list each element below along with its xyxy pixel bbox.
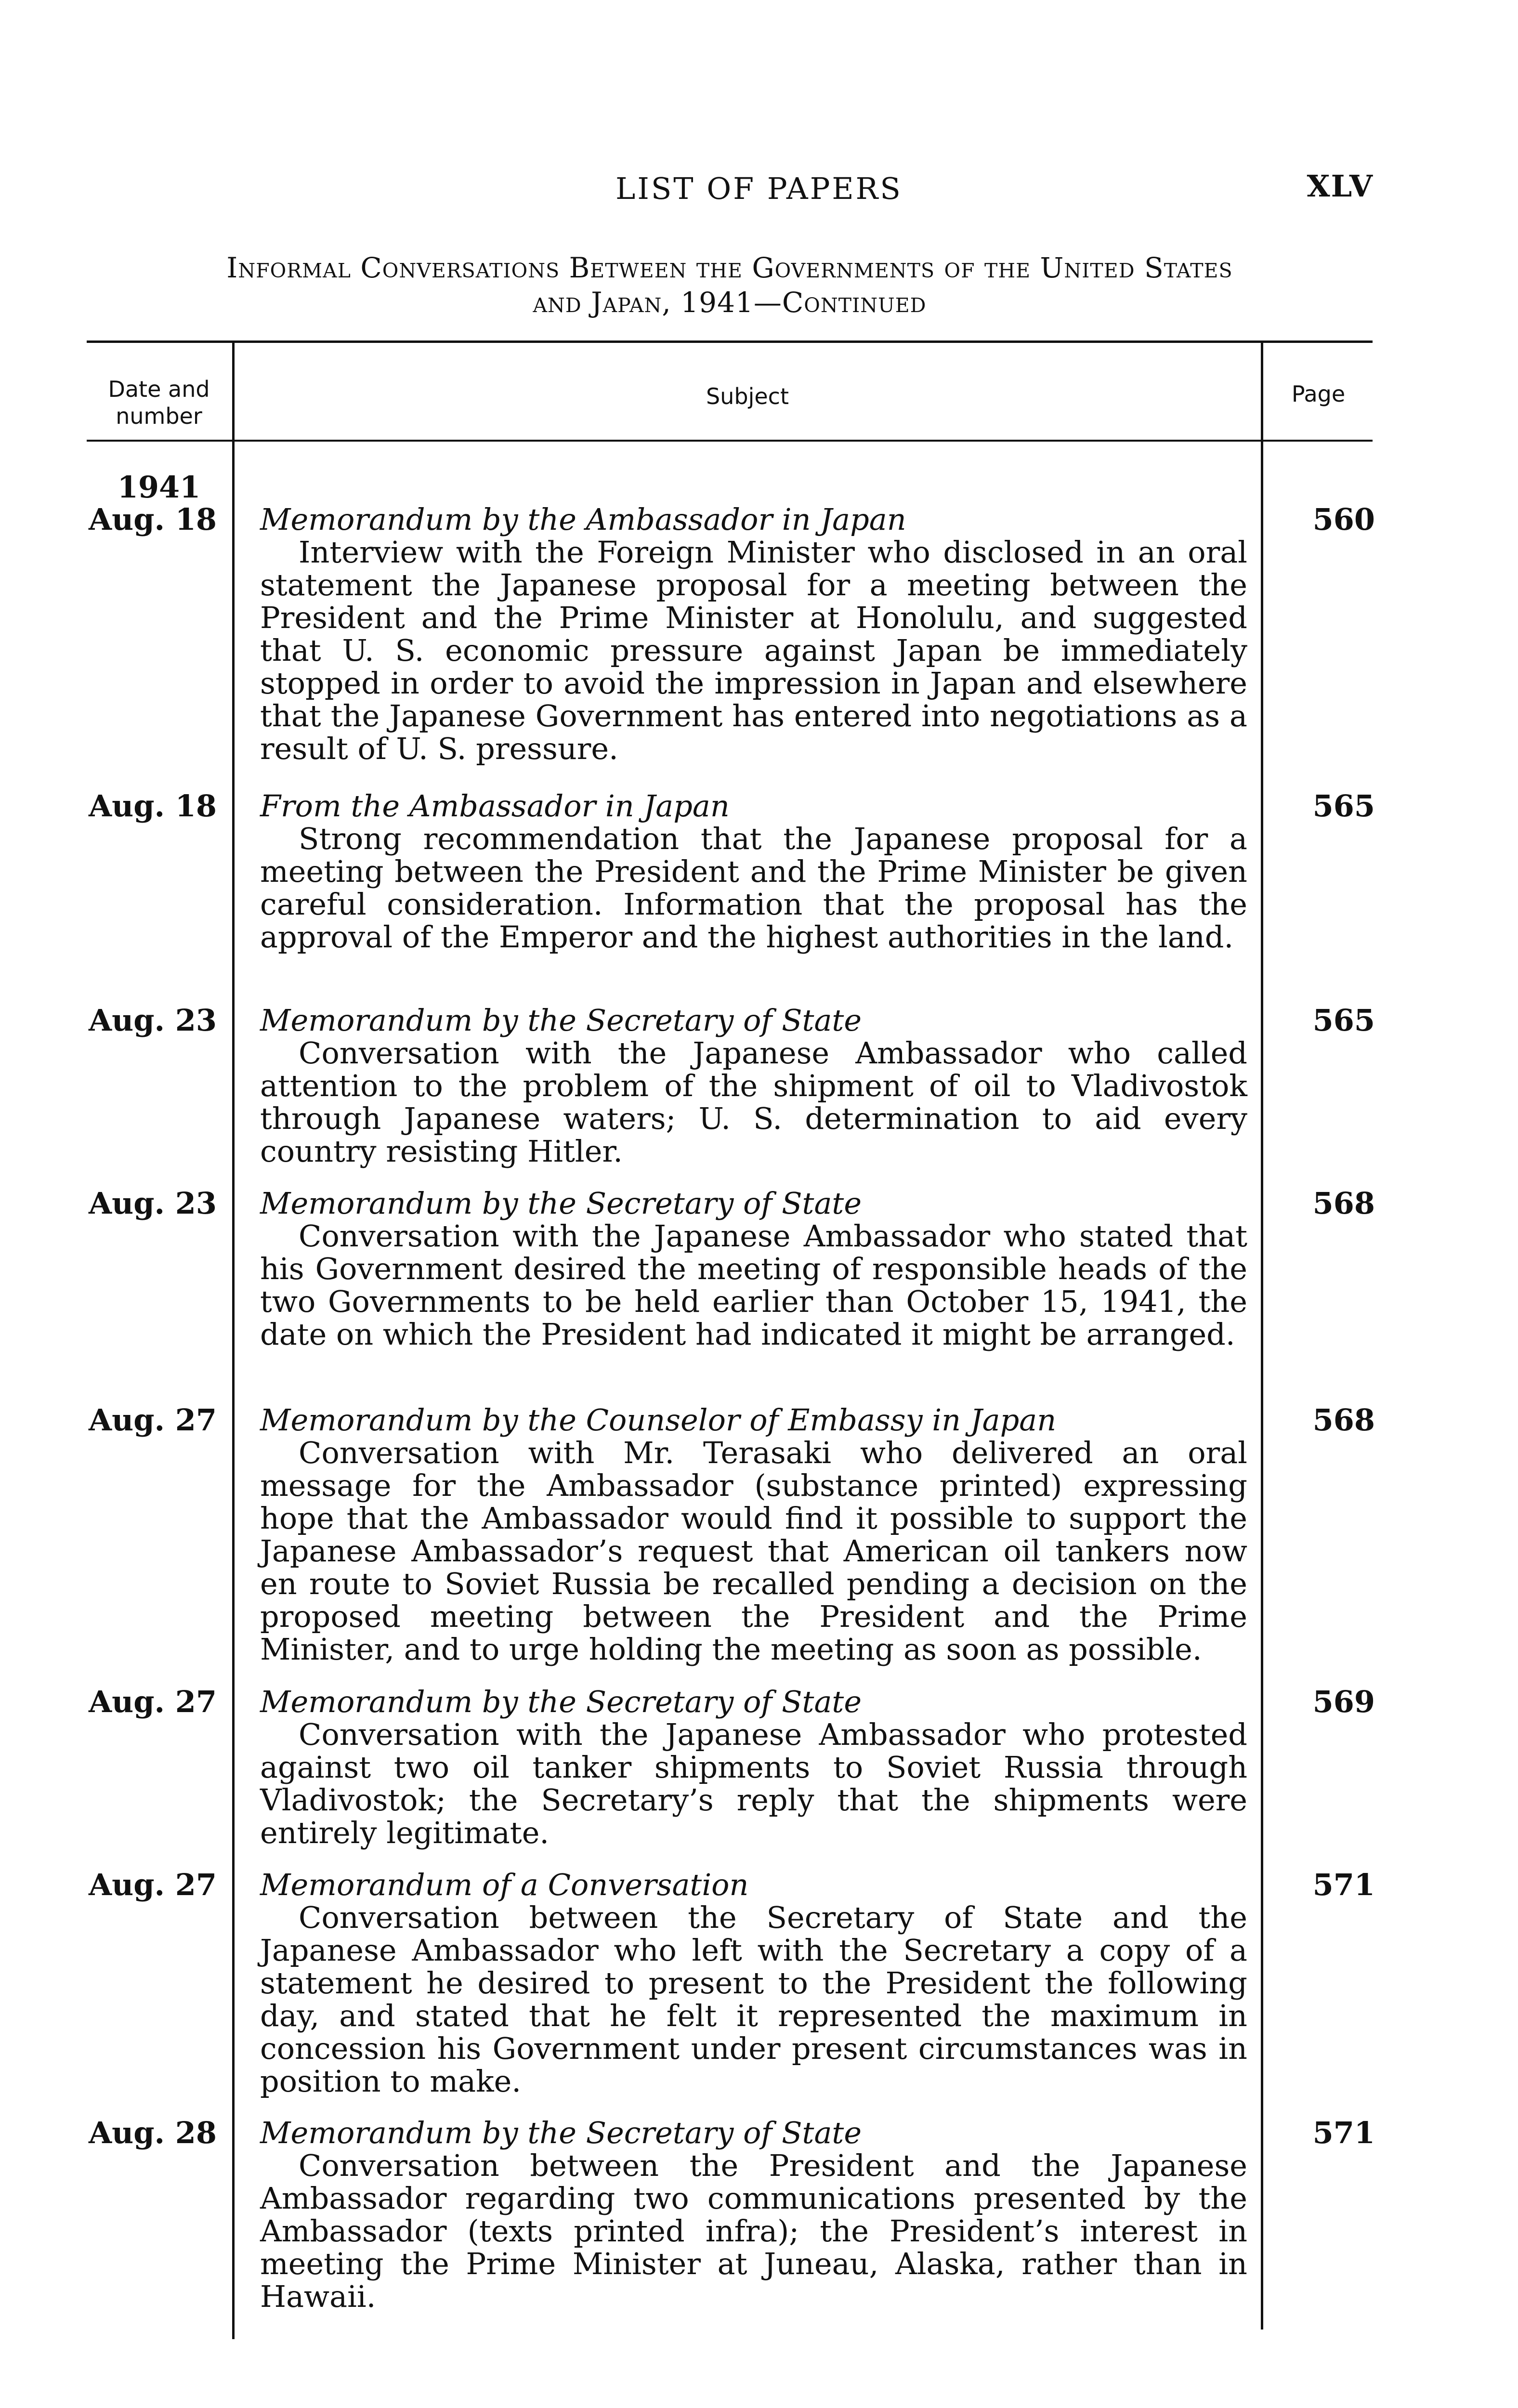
entry-body: Conversation with the Japanese Ambassador who protested against two oil tanker shipments to Soviet Russia through Vladivostok; the Secretary’s reply that the shipments were entirely legitimate. [260,1717,1247,1850]
section-title-line-2: and Japan, 1941—Continued [533,286,927,319]
entry-date: Aug. 23 [89,1003,217,1038]
roman-page-number: XLV [1307,169,1374,204]
entry-page: 571 [1312,2115,1375,2150]
entry-page: 568 [1312,1402,1375,1438]
entry-heading: Memorandum by the Secretary of State [260,1684,862,1719]
entry-subject [260,1404,1247,1666]
entry-date: Aug. 23 [89,1186,217,1221]
entry-page: 571 [1312,1867,1375,1902]
column-header-date: Date and number [108,376,210,429]
column-divider-right [1261,343,1263,2329]
entry-date: Aug. 28 [89,2115,217,2150]
entry-subject [260,503,1247,765]
entry-body: Interview with the Foreign Minister who disclosed in an oral statement the Japanese proposal for a meeting between the President and the Prime Minister at Honolulu, and suggested that U. S. economic pressure against Japan be immediately stopped in order to avoid the impression in Japan and elsewhere that the Japanese Government has entered into negotiations as a result of U. S. pressure. [260,535,1247,766]
entry-heading: Memorandum by the Secretary of State [260,1186,862,1221]
entry-body: Conversation with the Japanese Ambassador who stated that his Government desired the meeting of responsible heads of the two Governments to be held earlier than October 15, 1941, the date on which the President had indicated it might be arranged. [260,1218,1247,1352]
entry-subject [260,790,1247,954]
entry-heading: From the Ambassador in Japan [260,788,730,824]
entry-date: Aug. 18 [89,502,217,537]
entry-page: 569 [1312,1684,1375,1719]
entry-body: Conversation with Mr. Terasaki who delivered an oral message for the Ambassador (substance printed) expressing hope that the Ambassador would find it possible to support the Japanese Ambassador’s request that American oil tankers now en route to Soviet Russia be recalled pending a decision on the proposed meeting between the President and the Prime Minister, and to urge holding the meeting as soon as possible. [260,1435,1247,1667]
entry-heading: Memorandum by the Secretary of State [260,1003,862,1038]
entry-heading: Memorandum of a Conversation [260,1867,749,1902]
entry-heading: Memorandum by the Secretary of State [260,2115,862,2150]
entry-body: Conversation between the Secretary of State and the Japanese Ambassador who left with the Secretary a copy of a statement he desired to present to the President the following day, and stated that he felt it represented the maximum in concession his Government under present circumstances was in position to make. [260,1900,1247,2099]
column-header-page: Page [1291,381,1346,407]
entry-heading: Memorandum by the Counselor of Embassy in Japan [260,1402,1057,1438]
entry-body: Conversation between the President and the Japanese Ambassador regarding two communications presented by the Ambassador (texts printed infra); the President’s interest in meeting the Prime Minister at Juneau, Alaska, rather than in Hawaii. [260,2148,1247,2314]
entry-subject [260,1686,1247,1849]
entry-subject [260,1869,1247,2098]
section-title [89,250,1370,320]
entry-heading: Memorandum by the Ambassador in Japan [260,502,906,537]
table-header-rule [87,440,1373,442]
entry-page: 568 [1312,1186,1375,1221]
entry-date: Aug. 27 [89,1684,217,1719]
table-top-rule [87,340,1373,343]
entry-subject [260,1004,1247,1168]
entry-date: Aug. 27 [89,1402,217,1438]
entry-date: Aug. 27 [89,1867,217,1902]
entry-body: Conversation with the Japanese Ambassador who called attention to the problem of the shipment of oil to Vladivostok through Japanese waters; U. S. determination to aid every country resisting Hitler. [260,1035,1247,1169]
entry-subject [260,1187,1247,1351]
entry-page: 565 [1312,1003,1375,1038]
entry-page: 560 [1312,502,1375,537]
running-title: LIST OF PAPERS [615,171,903,206]
entry-body: Strong recommendation that the Japanese proposal for a meeting between the President and the Prime Minister be given careful consideration. Information that the proposal has the approval of the Emperor and the highest authorities in the land. [260,821,1247,955]
column-header-subject: Subject [706,383,789,409]
column-divider-left [232,343,235,2339]
year-label: 1941 [117,470,201,505]
section-title-line-1: Informal Conversations Between the Governments of the United States [226,251,1233,284]
entry-page: 565 [1312,788,1375,824]
entry-date: Aug. 18 [89,788,217,824]
entry-subject [260,2117,1247,2313]
